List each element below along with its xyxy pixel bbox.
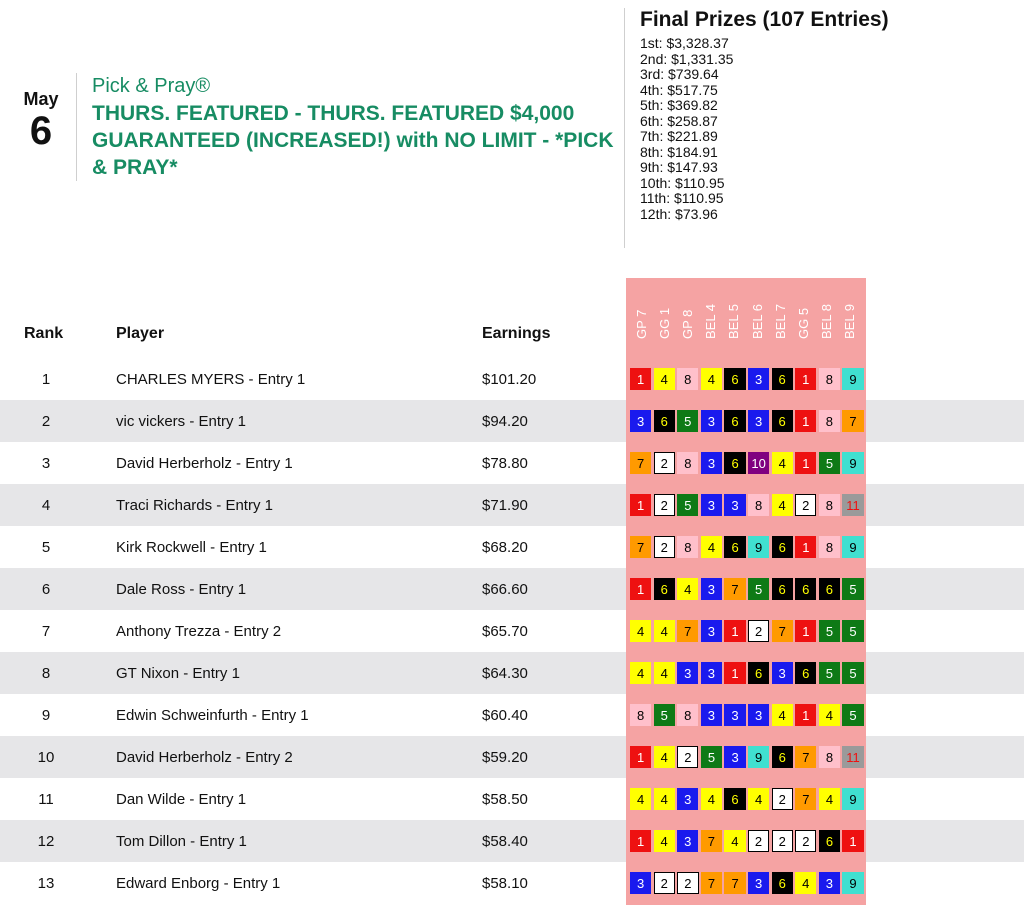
rank-cell: 1 <box>41 371 51 388</box>
prize-line: 4th: $517.75 <box>640 81 718 98</box>
pick-badge: 6 <box>654 410 675 432</box>
pick-badge: 7 <box>772 620 793 642</box>
pick-badge: 1 <box>795 410 816 432</box>
pick-list <box>626 358 866 400</box>
pick-badge: 8 <box>677 368 698 390</box>
pick-badge: 7 <box>795 746 816 768</box>
pick-list <box>626 610 866 652</box>
divider <box>76 73 77 181</box>
pick-badge: 7 <box>842 410 863 432</box>
pick-badge: 3 <box>748 872 769 894</box>
race-header-label: GP 7 <box>633 309 649 339</box>
race-header <box>630 283 653 355</box>
race-header-label: GP 8 <box>680 309 695 339</box>
prize-line: 5th: $369.82 <box>640 97 718 113</box>
rank-header: Rank <box>24 325 64 342</box>
table-row <box>0 820 1024 862</box>
pick-list <box>626 526 866 568</box>
pick-badge: 1 <box>795 452 816 474</box>
pick-badge: 5 <box>842 704 863 726</box>
earnings-cell: $59.20 <box>482 749 528 766</box>
pick-badge: 3 <box>701 410 722 432</box>
rank-cell: 13 <box>37 875 55 892</box>
race-header <box>839 283 862 355</box>
race-header-label: BEL 6 <box>749 304 765 339</box>
prize-line: 10th: $110.95 <box>640 174 725 191</box>
pick-badge: 4 <box>701 536 722 558</box>
rank-cell: 10 <box>37 749 55 766</box>
earnings-header: Earnings <box>482 325 551 342</box>
race-header-label: GG 1 <box>656 307 672 339</box>
rank-cell: 2 <box>41 413 51 430</box>
rank-cell: 3 <box>41 455 51 472</box>
earnings-cell: $65.70 <box>482 623 528 640</box>
pick-badge: 1 <box>630 368 651 390</box>
pick-badge: 6 <box>772 410 793 432</box>
pick-badge: 6 <box>772 368 793 390</box>
pick-list <box>626 400 866 442</box>
pick-badge: 4 <box>677 578 698 600</box>
pick-list <box>626 736 866 778</box>
prize-line: 11th: $110.95 <box>640 190 724 206</box>
earnings-cell: $58.10 <box>482 875 528 892</box>
pick-badge: 7 <box>677 620 698 642</box>
pick-badge: 6 <box>795 578 816 600</box>
pick-badge: 2 <box>772 830 793 852</box>
pick-badge: 11 <box>842 746 863 768</box>
pick-badge: 1 <box>795 368 816 390</box>
final-prizes <box>640 8 889 222</box>
contest-title-block <box>92 74 622 181</box>
player-name[interactable]: Dale Ross - Entry 1 <box>116 581 247 598</box>
player-name[interactable]: David Herberholz - Entry 2 <box>116 749 293 766</box>
pick-badge: 2 <box>772 788 793 810</box>
leaderboard-rows <box>0 358 1024 904</box>
race-header <box>723 283 746 355</box>
rank-cell: 7 <box>41 623 51 640</box>
pick-badge: 4 <box>630 662 651 684</box>
prize-line: 9th: $147.93 <box>640 159 718 175</box>
pick-badge: 4 <box>772 452 793 474</box>
prize-line: 12th: $73.96 <box>640 205 718 222</box>
pick-badge: 8 <box>819 410 840 432</box>
race-header-label: BEL 7 <box>772 304 788 339</box>
pick-list <box>626 820 866 862</box>
rank-cell: 12 <box>37 833 55 850</box>
pick-badge: 1 <box>630 746 651 768</box>
pick-badge: 3 <box>772 662 793 684</box>
pick-badge: 8 <box>819 494 840 516</box>
pick-badge: 6 <box>654 578 675 600</box>
pick-badge: 6 <box>772 578 793 600</box>
pick-badge: 3 <box>701 578 722 600</box>
player-name[interactable]: vic vickers - Entry 1 <box>116 413 247 430</box>
pick-badge: 1 <box>795 620 816 642</box>
pick-badge: 3 <box>724 494 745 516</box>
player-name[interactable]: Dan Wilde - Entry 1 <box>116 791 247 808</box>
rank-cell: 8 <box>41 665 51 682</box>
race-header-label: BEL 8 <box>819 304 835 339</box>
divider <box>624 8 625 248</box>
pick-list <box>626 694 866 736</box>
contest-title: THURS. FEATURED - THURS. FEATURED $4,000 GUARANTEED (INCREASED!) with NO LIMIT - *PICK & PRAY* <box>92 102 614 179</box>
earnings-cell: $58.50 <box>482 791 528 808</box>
pick-badge: 6 <box>772 746 793 768</box>
rank-cell: 6 <box>41 581 51 598</box>
pick-badge: 8 <box>630 704 651 726</box>
pick-badge: 10 <box>748 452 769 474</box>
race-header <box>816 283 839 355</box>
pick-badge: 4 <box>630 788 651 810</box>
earnings-cell: $58.40 <box>482 833 528 850</box>
pick-badge: 9 <box>748 746 769 768</box>
table-row <box>0 400 1024 442</box>
pick-badge: 5 <box>842 578 863 600</box>
pick-badge: 4 <box>701 788 722 810</box>
earnings-cell: $71.90 <box>482 497 528 514</box>
pick-badge: 8 <box>677 452 698 474</box>
race-header-label: BEL 9 <box>842 304 858 339</box>
pick-badge: 5 <box>819 620 840 642</box>
table-row <box>0 526 1024 568</box>
pick-badge: 5 <box>701 746 722 768</box>
race-header <box>792 283 815 355</box>
pick-badge: 6 <box>748 662 769 684</box>
pick-badge: 7 <box>630 536 651 558</box>
pick-badge: 4 <box>748 788 769 810</box>
earnings-cell: $68.20 <box>482 539 528 556</box>
pick-badge: 4 <box>724 830 745 852</box>
pick-badge: 6 <box>819 830 840 852</box>
date-month: May <box>23 89 59 109</box>
prize-line: 8th: $184.91 <box>640 143 718 160</box>
pick-badge: 3 <box>724 704 745 726</box>
pick-badge: 1 <box>724 620 745 642</box>
pick-badge: 6 <box>724 788 745 810</box>
rank-cell: 5 <box>41 539 51 556</box>
pick-badge: 3 <box>701 620 722 642</box>
race-header-label: GG 5 <box>796 307 812 339</box>
pick-badge: 2 <box>677 872 698 894</box>
prize-line: 3rd: $739.64 <box>640 66 719 82</box>
pick-badge: 3 <box>677 788 698 810</box>
race-header <box>653 283 676 355</box>
player-name[interactable]: GT Nixon - Entry 1 <box>116 665 240 682</box>
contest-type: Pick & Pray® <box>92 75 211 97</box>
prize-list <box>640 36 889 222</box>
race-header <box>676 283 699 355</box>
pick-badge: 5 <box>819 452 840 474</box>
pick-badge: 5 <box>654 704 675 726</box>
table-row <box>0 736 1024 778</box>
pick-badge: 7 <box>724 578 745 600</box>
pick-badge: 3 <box>819 872 840 894</box>
player-header: Player <box>116 325 165 342</box>
pick-badge: 8 <box>677 536 698 558</box>
table-row <box>0 862 1024 904</box>
pick-badge: 1 <box>630 494 651 516</box>
table-row <box>0 778 1024 820</box>
table-row <box>0 358 1024 400</box>
pick-badge: 1 <box>724 662 745 684</box>
pick-badge: 7 <box>701 872 722 894</box>
pick-badge: 2 <box>654 452 675 474</box>
pick-badge: 6 <box>724 452 745 474</box>
rank-cell: 9 <box>41 707 51 724</box>
earnings-cell: $78.80 <box>482 455 528 472</box>
date-day: 6 <box>29 109 53 153</box>
pick-badge: 3 <box>630 410 651 432</box>
pick-list <box>626 862 866 904</box>
table-row <box>0 442 1024 484</box>
pick-badge: 2 <box>654 494 675 516</box>
pick-badge: 8 <box>819 536 840 558</box>
pick-badge: 11 <box>842 494 863 516</box>
earnings-cell: $64.30 <box>482 665 528 682</box>
rank-cell: 4 <box>41 497 51 514</box>
pick-badge: 3 <box>748 368 769 390</box>
pick-badge: 9 <box>842 452 863 474</box>
player-name[interactable]: David Herberholz - Entry 1 <box>116 455 293 472</box>
pick-badge: 4 <box>654 620 675 642</box>
pick-badge: 3 <box>701 494 722 516</box>
table-row <box>0 484 1024 526</box>
pick-badge: 4 <box>819 704 840 726</box>
pick-badge: 3 <box>630 872 651 894</box>
pick-badge: 4 <box>654 788 675 810</box>
earnings-cell: $94.20 <box>482 413 528 430</box>
player-name[interactable]: Traci Richards - Entry 1 <box>116 497 273 514</box>
player-name[interactable]: Tom Dillon - Entry 1 <box>116 833 247 850</box>
pick-badge: 3 <box>724 746 745 768</box>
pick-badge: 1 <box>842 830 863 852</box>
pick-badge: 9 <box>748 536 769 558</box>
pick-badge: 7 <box>701 830 722 852</box>
earnings-cell: $60.40 <box>482 707 528 724</box>
pick-badge: 3 <box>677 662 698 684</box>
pick-badge: 8 <box>819 368 840 390</box>
table-row <box>0 568 1024 610</box>
table-row <box>0 652 1024 694</box>
pick-badge: 6 <box>795 662 816 684</box>
final-prizes-heading: Final Prizes (107 Entries) <box>640 8 889 31</box>
pick-badge: 2 <box>654 536 675 558</box>
earnings-cell: $101.20 <box>482 371 537 388</box>
pick-badge: 2 <box>748 620 769 642</box>
pick-badge: 6 <box>772 872 793 894</box>
table-row <box>0 694 1024 736</box>
player-name[interactable]: Kirk Rockwell - Entry 1 <box>116 539 267 556</box>
pick-badge: 6 <box>724 536 745 558</box>
pick-badge: 2 <box>748 830 769 852</box>
prize-line: 2nd: $1,331.35 <box>640 50 734 67</box>
pick-badge: 4 <box>654 662 675 684</box>
pick-badge: 8 <box>748 494 769 516</box>
pick-badge: 6 <box>772 536 793 558</box>
pick-badge: 5 <box>748 578 769 600</box>
player-name[interactable]: Edward Enborg - Entry 1 <box>116 875 281 892</box>
pick-badge: 3 <box>748 704 769 726</box>
race-header-label: BEL 4 <box>703 304 719 339</box>
prize-line: 6th: $258.87 <box>640 112 718 129</box>
pick-badge: 2 <box>677 746 698 768</box>
pick-badge: 4 <box>772 494 793 516</box>
pick-badge: 7 <box>795 788 816 810</box>
pick-badge: 4 <box>819 788 840 810</box>
pick-list <box>626 568 866 610</box>
prize-line: 1st: $3,328.37 <box>640 35 729 51</box>
pick-badge: 8 <box>677 704 698 726</box>
pick-badge: 4 <box>654 830 675 852</box>
race-headers <box>630 283 862 355</box>
pick-badge: 6 <box>724 410 745 432</box>
race-header <box>700 283 723 355</box>
pick-badge: 7 <box>724 872 745 894</box>
pick-badge: 9 <box>842 368 863 390</box>
rank-cell: 11 <box>38 791 54 808</box>
race-header <box>746 283 769 355</box>
pick-badge: 3 <box>677 830 698 852</box>
table-row <box>0 610 1024 652</box>
pick-badge: 9 <box>842 872 863 894</box>
pick-list <box>626 442 866 484</box>
pick-badge: 6 <box>819 578 840 600</box>
pick-badge: 1 <box>630 830 651 852</box>
player-name[interactable]: Anthony Trezza - Entry 2 <box>116 623 282 640</box>
pick-badge: 3 <box>701 452 722 474</box>
pick-badge: 7 <box>630 452 651 474</box>
pick-badge: 4 <box>701 368 722 390</box>
pick-badge: 3 <box>701 704 722 726</box>
pick-badge: 5 <box>842 662 863 684</box>
prize-line: 7th: $221.89 <box>640 128 718 144</box>
contest-date <box>18 88 64 152</box>
pick-badge: 5 <box>677 410 698 432</box>
pick-badge: 3 <box>701 662 722 684</box>
pick-badge: 4 <box>795 872 816 894</box>
pick-badge: 2 <box>795 830 816 852</box>
player-name[interactable]: CHARLES MYERS - Entry 1 <box>116 371 306 388</box>
pick-badge: 2 <box>795 494 816 516</box>
pick-badge: 4 <box>772 704 793 726</box>
pick-badge: 9 <box>842 788 863 810</box>
pick-badge: 1 <box>795 704 816 726</box>
pick-badge: 8 <box>819 746 840 768</box>
race-header <box>769 283 792 355</box>
pick-list <box>626 778 866 820</box>
pick-badge: 5 <box>842 620 863 642</box>
pick-badge: 4 <box>630 620 651 642</box>
earnings-cell: $66.60 <box>482 581 528 598</box>
player-name[interactable]: Edwin Schweinfurth - Entry 1 <box>116 707 309 724</box>
pick-badge: 1 <box>630 578 651 600</box>
pick-list <box>626 652 866 694</box>
pick-list <box>626 484 866 526</box>
pick-badge: 3 <box>748 410 769 432</box>
pick-badge: 4 <box>654 746 675 768</box>
pick-badge: 9 <box>842 536 863 558</box>
pick-badge: 4 <box>654 368 675 390</box>
race-header-label: BEL 5 <box>726 304 742 339</box>
pick-badge: 5 <box>677 494 698 516</box>
pick-badge: 6 <box>724 368 745 390</box>
pick-badge: 1 <box>795 536 816 558</box>
pick-badge: 5 <box>819 662 840 684</box>
pick-badge: 2 <box>654 872 675 894</box>
